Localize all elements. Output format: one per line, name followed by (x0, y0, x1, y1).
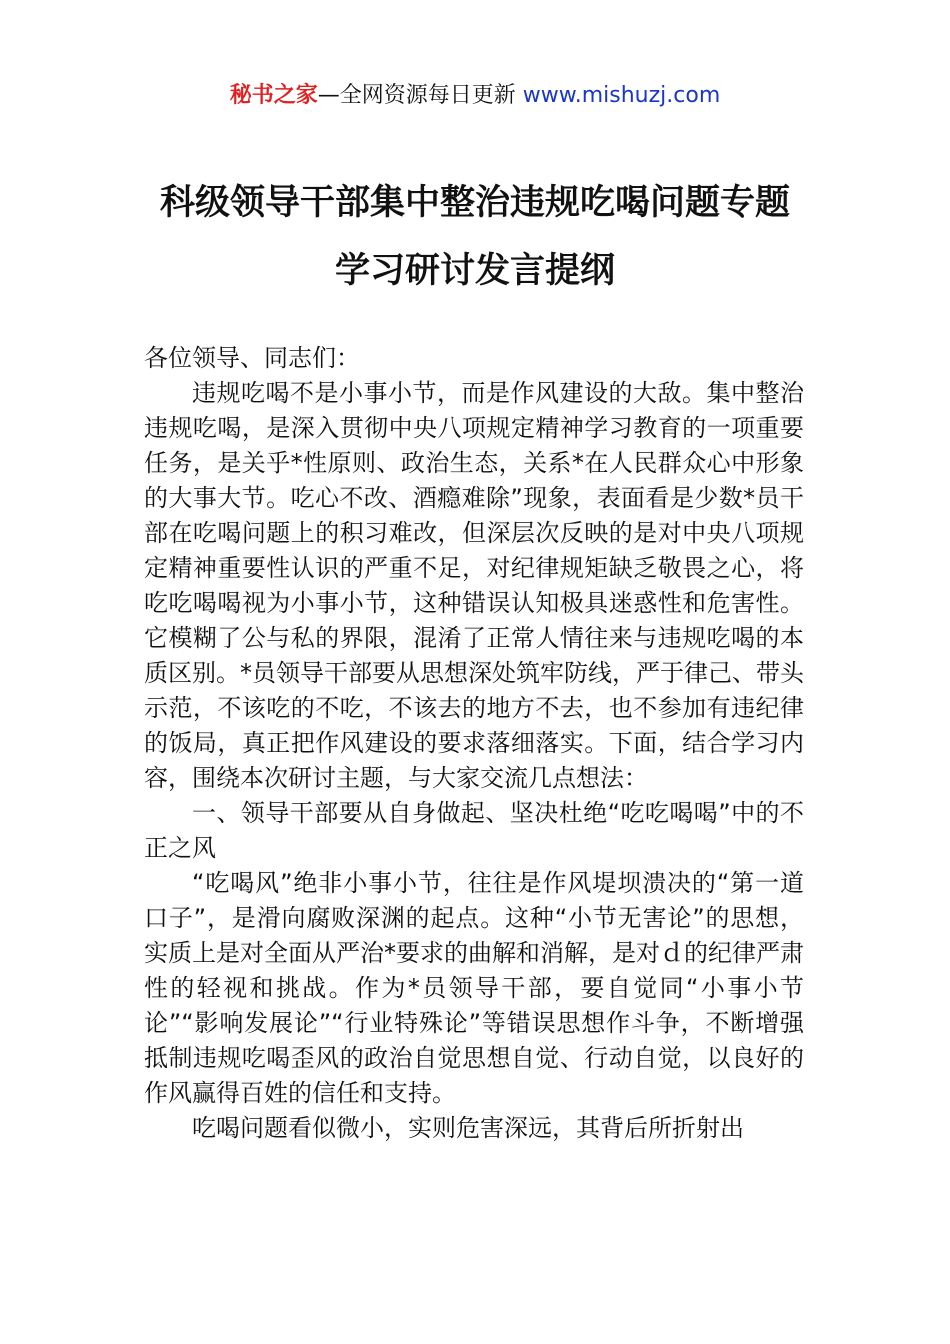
paragraph-continuation: 吃喝问题看似微小，实则危害深远，其背后所折射出 (192, 1114, 744, 1142)
site-slogan: —全网资源每日更新 (317, 83, 516, 108)
site-header (0, 80, 950, 112)
document-body (144, 341, 804, 1146)
document-title-line-1: 科级领导干部集中整治违规吃喝问题专题 (159, 183, 790, 223)
document-title-line-2: 学习研讨发言提纲 (334, 251, 615, 291)
salutation: 各位领导、同志们： (144, 344, 360, 372)
paragraph-section-1: “吃喝风”绝非小事小节，往往是作风堤坝溃决的“第一道口子”，是滑向腐败深渊的起点。这种“小节无害论”的思想，实质上是对全面从严治*要求的曲解和消解，是对ｄ的纪律严肃性的轻视和挑战。作为*员领导干部，要自觉同“小事小节论”“影响发展论”“行业特殊论”等错误思想作斗争，不断增强抵制违规吃喝歪风的政治自觉思想自觉、行动自觉，以良好的作风赢得百姓的信任和支持。 (144, 869, 804, 1107)
site-brand: 秘书之家 (229, 83, 318, 108)
section-heading-1: 一、领导干部要从自身做起、坚决杜绝“吃吃喝喝”中的不正之风 (144, 799, 804, 862)
paragraph-intro: 违规吃喝不是小事小节，而是作风建设的大敌。集中整治违规吃喝，是深入贯彻中央八项规定精神学习教育的一项重要任务，是关乎*性原则、政治生态，关系*在人民群众心中形象的大事大节。吃心不改、酒瘾难除”现象，表面看是少数*员干部在吃喝问题上的积习难改，但深层次反映的是对中央八项规定精神重要性认识的严重不足，对纪律规矩缺乏敬畏之心，将吃吃喝喝视为小事小节，这种错误认知极具迷惑性和危害性。它模糊了公与私的界限，混淆了正常人情往来与违规吃喝的本质区别。*员领导干部要从思想深处筑牢防线，严于律己、带头示范，不该吃的不吃，不该去的地方不去，也不参加有违纪律的饭局，真正把作风建设的要求落细落实。下面，结合学习内容，围绕本次研讨主题，与大家交流几点想法： (144, 379, 804, 792)
site-url-link[interactable]: www.mishuzj.com (522, 83, 721, 108)
